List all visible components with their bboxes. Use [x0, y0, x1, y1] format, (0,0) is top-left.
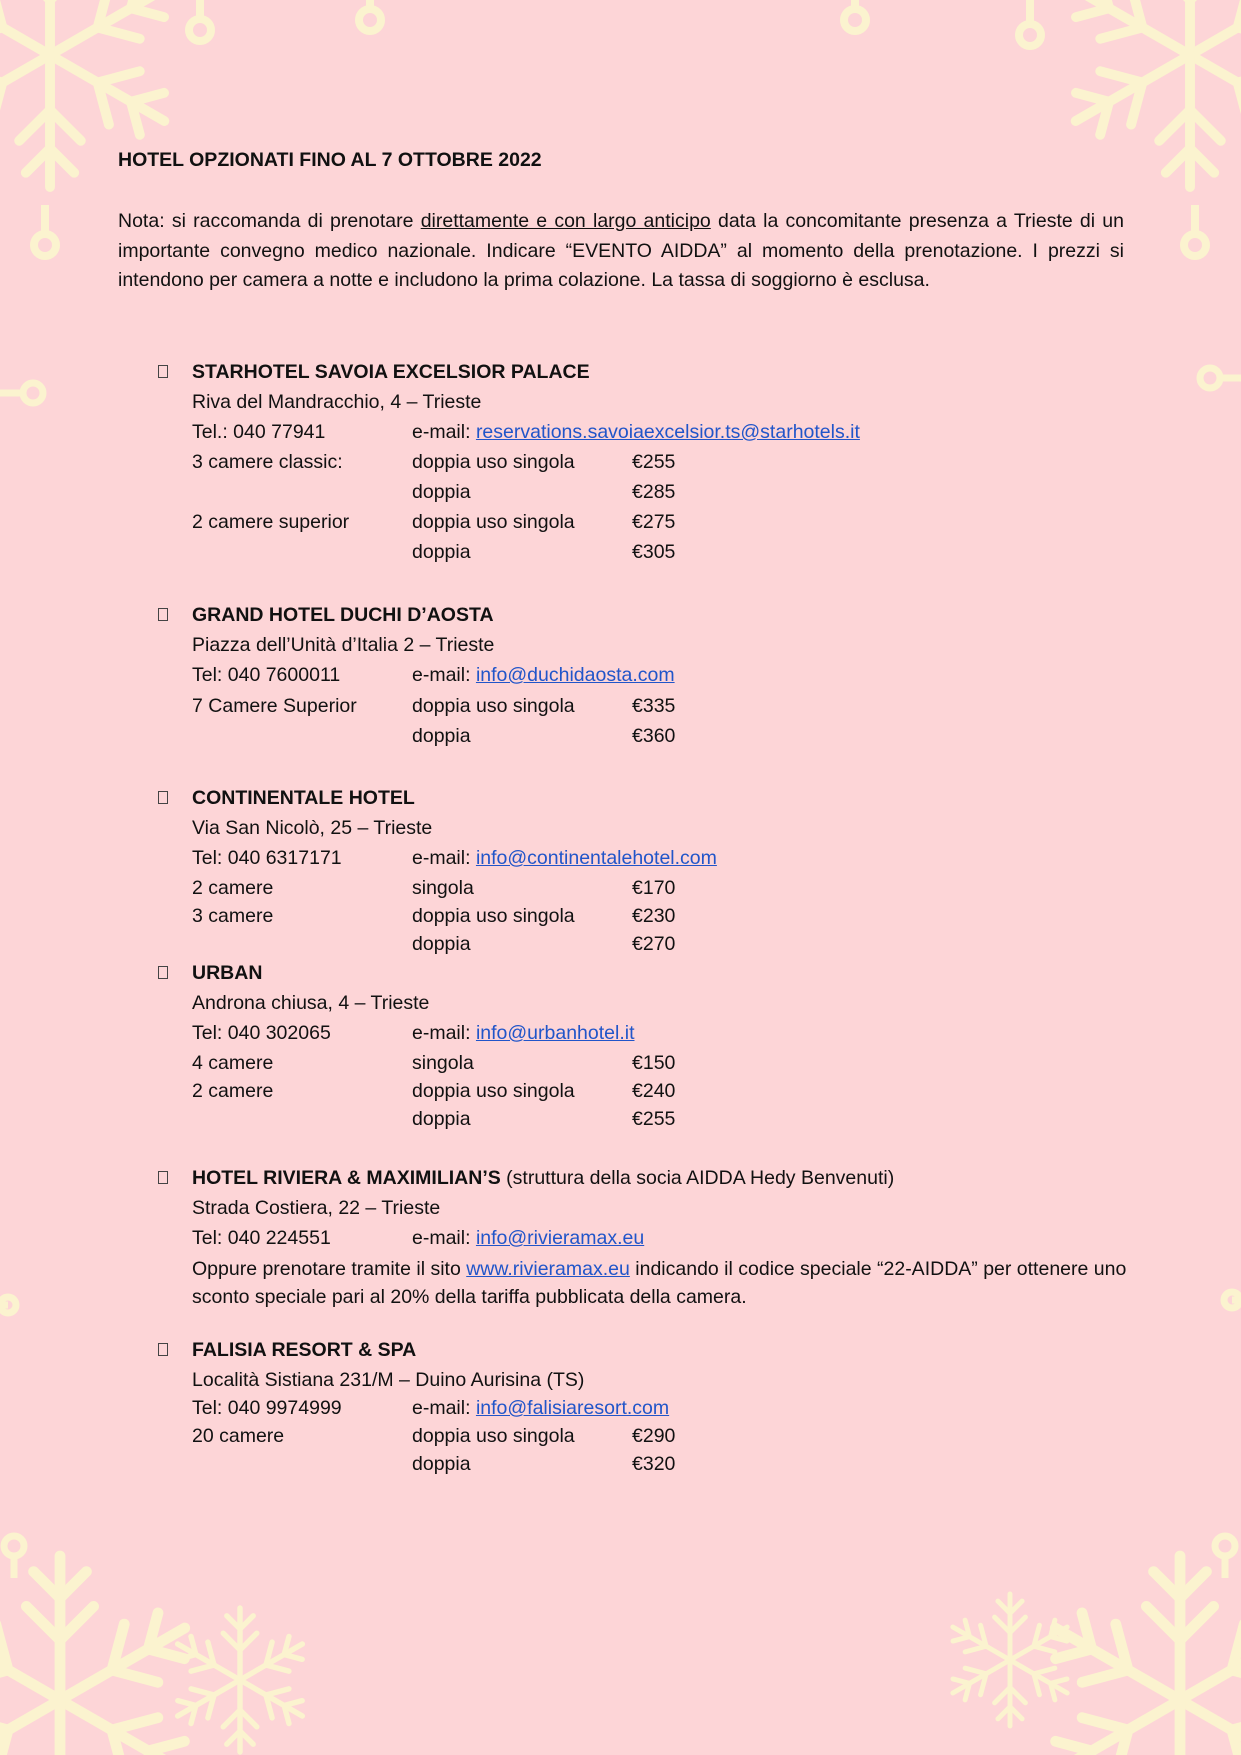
- hotel-tel: Tel: 040 9974999: [192, 1397, 342, 1419]
- website-link[interactable]: www.rivieramax.eu: [466, 1258, 630, 1280]
- hotel-address: Via San Nicolò, 25 – Trieste: [192, 817, 433, 839]
- hotel-tel: Tel: 040 6317171: [192, 847, 342, 869]
- email-link[interactable]: info@rivieramax.eu: [475, 1227, 645, 1249]
- bullet-icon: [158, 365, 168, 378]
- booking-instructions: Oppure prenotare tramite il sito www.rivieramax.eu indicando il codice speciale “22-AIDDA” per ottenere uno sconto speciale pari al 20% della tariffa pubblicata della camera.: [192, 1258, 1127, 1308]
- email-label: e-mail:: [412, 1397, 476, 1419]
- bullet-icon: [158, 1343, 168, 1356]
- room-row: 2 camere singola €170: [192, 877, 676, 899]
- hotel-address: Strada Costiera, 22 – Trieste: [192, 1197, 441, 1219]
- note-emphasis: direttamente e con largo anticipo: [420, 210, 711, 232]
- bullet-icon: [158, 791, 168, 804]
- email-link[interactable]: reservations.savoiaexcelsior.ts@starhotels.it: [475, 421, 860, 443]
- room-row: 4 camere singola €150: [192, 1052, 676, 1074]
- room-row: doppia €305: [412, 541, 676, 563]
- room-row: 3 camere classic: doppia uso singola €255: [192, 451, 676, 473]
- bullet-icon: [158, 608, 168, 621]
- room-row: 2 camere doppia uso singola €240: [192, 1080, 676, 1102]
- email-label: e-mail:: [412, 664, 476, 686]
- hotel-address: Località Sistiana 231/M – Duino Aurisina (TS): [192, 1369, 585, 1391]
- room-row: 3 camere doppia uso singola €230: [192, 905, 676, 927]
- room-row: 20 camere doppia uso singola €290: [192, 1425, 676, 1447]
- room-row: doppia €285: [412, 481, 676, 503]
- hotel-name: FALISIA RESORT & SPA: [192, 1339, 417, 1361]
- note-text-end: data la concomitante presenza a Trieste di un importante convegno medico nazionale. Indicare “EVENTO AIDDA” al momento della prenotazione. I prezzi si intendono per camera a notte e includono la prima colazione. La tassa di soggiorno è esclusa.: [118, 210, 1125, 291]
- hotel-name: HOTEL RIVIERA & MAXIMILIAN’S: [192, 1167, 501, 1189]
- room-row: 7 Camere Superior doppia uso singola €335: [192, 695, 676, 717]
- email-label: e-mail:: [412, 421, 476, 443]
- email-link[interactable]: info@duchidaosta.com: [475, 664, 675, 686]
- hotel-tel: Tel: 040 302065: [192, 1022, 331, 1044]
- hotel-name: URBAN: [192, 962, 263, 984]
- room-row: doppia €270: [412, 933, 676, 955]
- email-link[interactable]: info@continentalehotel.com: [475, 847, 717, 869]
- email-label: e-mail:: [412, 1022, 476, 1044]
- bullet-icon: [158, 966, 168, 979]
- room-row: 2 camere superior doppia uso singola €275: [192, 511, 676, 533]
- room-row: doppia €320: [412, 1453, 676, 1475]
- hotel-tel: Tel: 040 224551: [192, 1227, 331, 1249]
- hotel-name: CONTINENTALE HOTEL: [192, 787, 415, 809]
- hotel-name: STARHOTEL SAVOIA EXCELSIOR PALACE: [192, 361, 590, 383]
- hotel-address: Androna chiusa, 4 – Trieste: [192, 992, 430, 1014]
- hotel-name: GRAND HOTEL DUCHI D’AOSTA: [192, 604, 494, 626]
- hotel-tel: Tel.: 040 77941: [192, 421, 326, 443]
- room-row: doppia €360: [412, 725, 676, 747]
- page-title: HOTEL OPZIONATI FINO AL 7 OTTOBRE 2022: [118, 149, 542, 171]
- hotel-address: Riva del Mandracchio, 4 – Trieste: [192, 391, 482, 413]
- booking-note: [118, 207, 1124, 296]
- email-link[interactable]: info@falisiaresort.com: [475, 1397, 670, 1419]
- email-label: e-mail:: [412, 847, 476, 869]
- hotel-tel: Tel: 040 7600011: [192, 664, 341, 686]
- email-link[interactable]: info@urbanhotel.it: [475, 1022, 635, 1044]
- bullet-icon: [158, 1171, 168, 1184]
- note-text: Nota: si raccomanda di prenotare: [118, 210, 421, 232]
- hotel-address: Piazza dell’Unità d’Italia 2 – Trieste: [192, 634, 495, 656]
- room-row: doppia €255: [412, 1108, 676, 1130]
- hotel-name-note: (struttura della socia AIDDA Hedy Benvenuti): [500, 1167, 895, 1189]
- email-label: e-mail:: [412, 1227, 476, 1249]
